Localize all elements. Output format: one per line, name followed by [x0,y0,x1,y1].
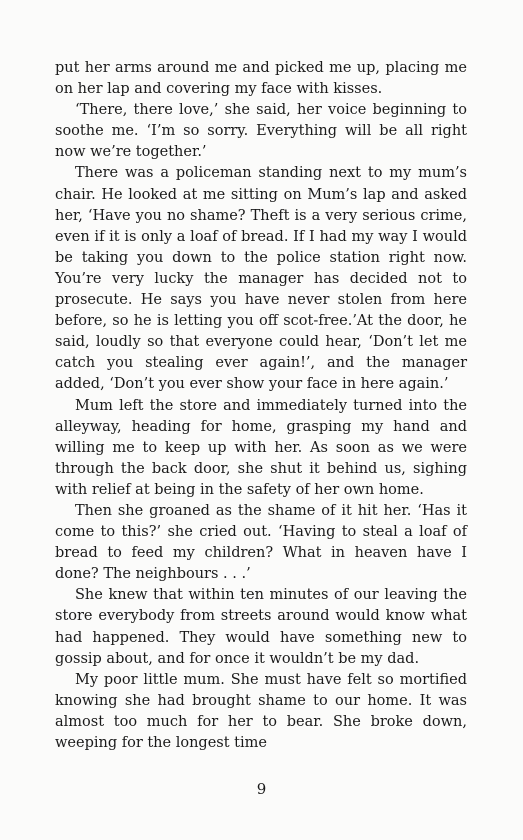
paragraph-5: Then she groaned as the shame of it hit her. ‘Has it come to this?’ she cried out. ‘Having to steal a loaf of bread to feed my children? What in heaven have I done? The neighbours . . .’ [55,502,467,583]
paragraph-3: There was a policeman standing next to my mum’s chair. He looked at me sitting on Mum’s lap and asked her, ‘Have you no shame? Theft is a very serious crime, even if it is only a loaf of bread. If I had my way I would be taking you down to the police station right now. You’re very lucky the manager has decided not to prosecute. He says you have never stolen from here before, so he is letting you off scot-free.’At the door, he said, loudly so that everyone could hear, ‘Don’t let me catch you stealing ever again!’, and the manager added, ‘Don’t you ever show your face in here again.’ [55,165,467,393]
paragraph-2: ‘There, there love,’ she said, her voice beginning to soothe me. ‘I’m so sorry. Everything will be all right now we’re together.’ [55,102,467,161]
paragraph-7: My poor little mum. She must have felt so mortified knowing she had brought shame to our home. It was almost too much for her to bear. She broke down, weeping for the longest time [55,671,467,751]
body-text [55,58,467,754]
paragraph-6: She knew that within ten minutes of our leaving the store everybody from streets around would know what had happened. They would have something new to gossip about, and for once it wouldn’t be my dad. [55,587,467,667]
paragraph-4: Mum left the store and immediately turned into the alleyway, heading for home, grasping my hand and willing me to keep up with her. As soon as we were through the back door, she shut it behind us, sighing with relief at being in the safety of her own home. [55,397,467,498]
paragraph-1: put her arms around me and picked me up, placing me on her lap and covering my face with kisses. [55,60,467,98]
page-number: 9 [256,780,267,798]
